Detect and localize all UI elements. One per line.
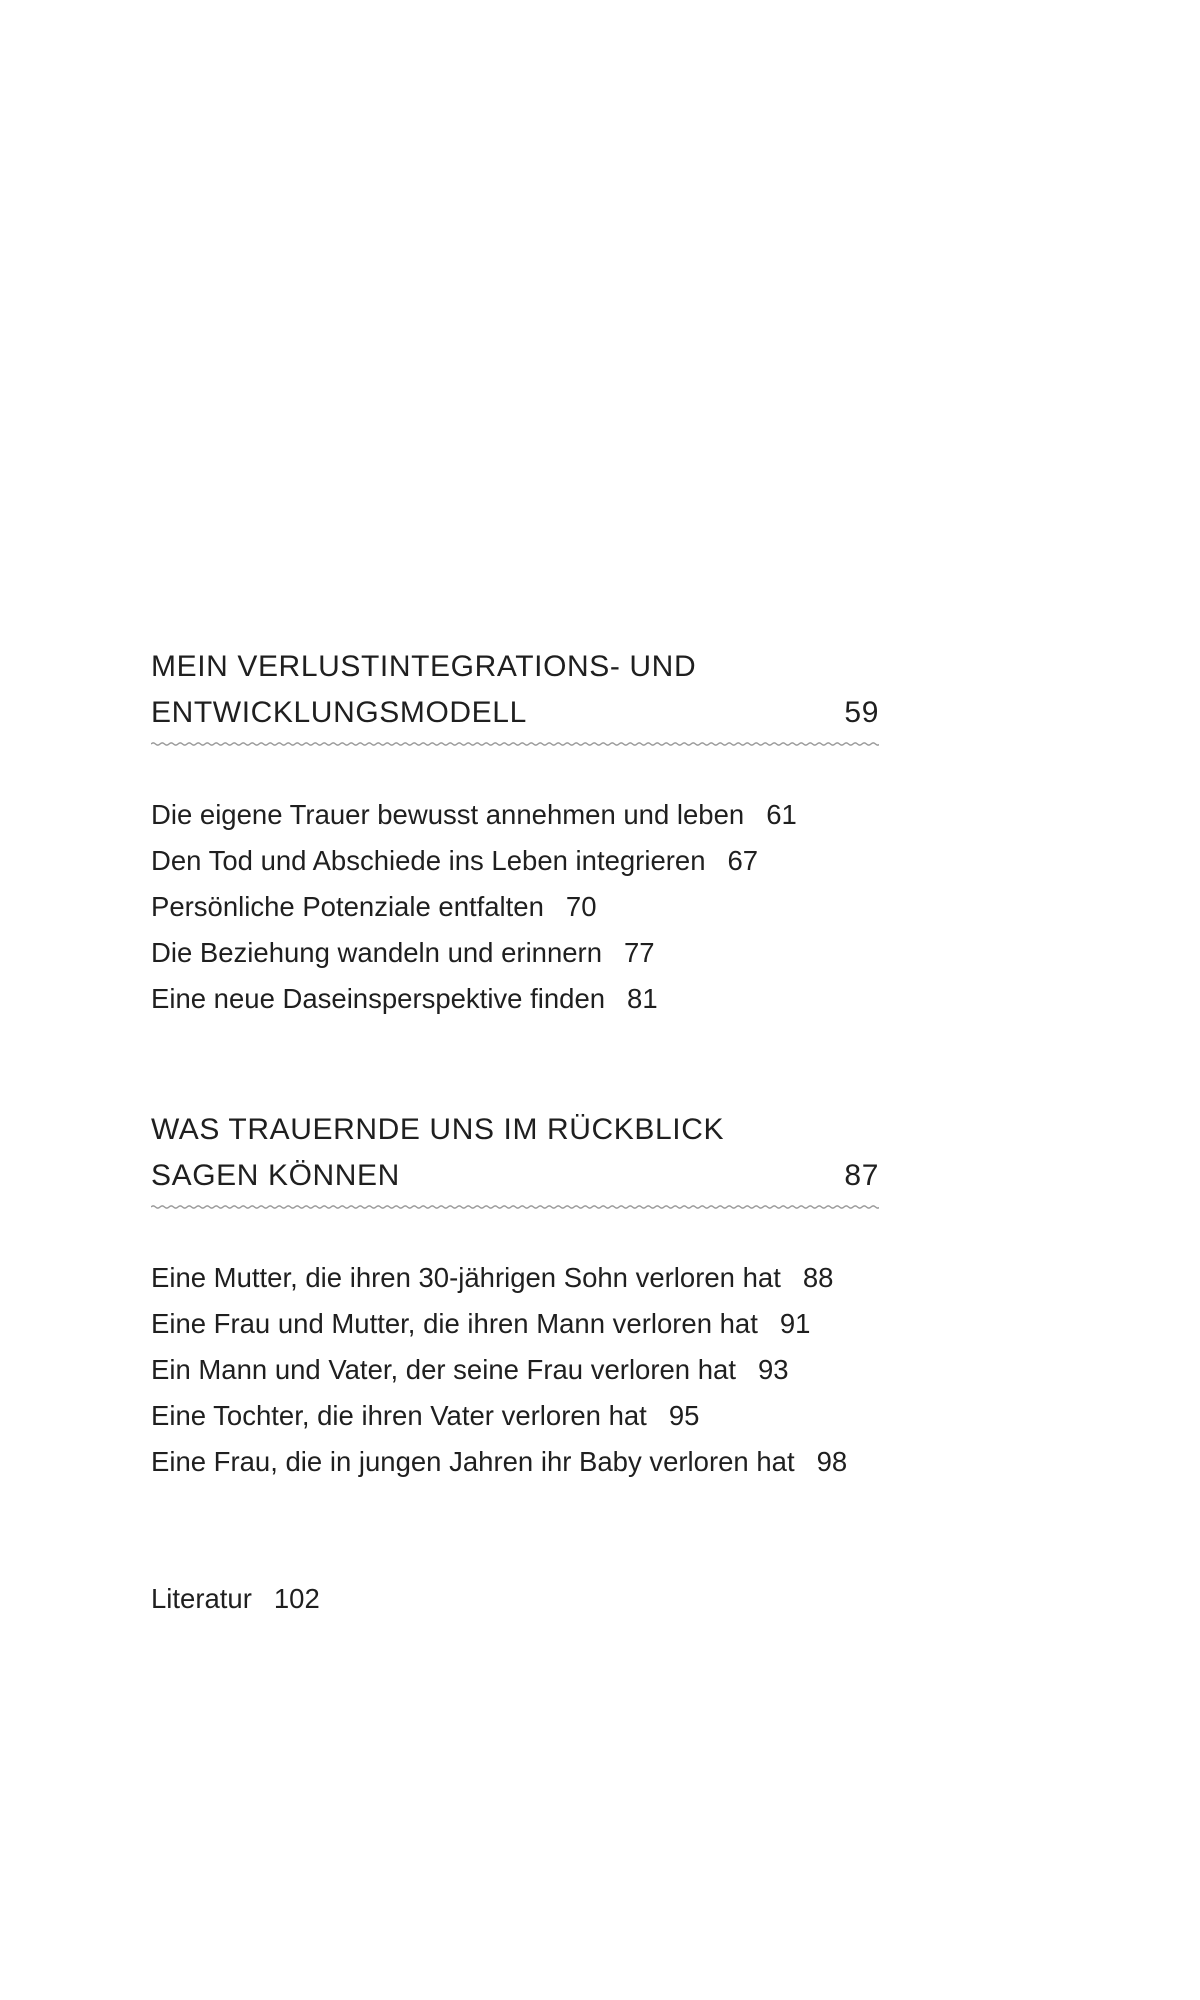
toc-section-2 <box>151 1107 879 1485</box>
toc-entry-literature[interactable] <box>151 1576 320 1622</box>
entry-list <box>151 1255 879 1485</box>
section-heading-line2 <box>151 690 879 736</box>
entry-page-number: 88 <box>802 1262 834 1293</box>
toc-entry[interactable] <box>151 792 879 838</box>
entry-page-number: 95 <box>668 1400 700 1431</box>
section-heading-text: ENTWICKLUNGSMODELL <box>151 696 527 729</box>
toc-entry[interactable] <box>151 838 879 884</box>
wavy-divider <box>151 738 879 750</box>
section-page-number: 59 <box>844 696 879 729</box>
toc-entry[interactable] <box>151 976 879 1022</box>
toc-entry[interactable] <box>151 884 879 930</box>
toc-entry[interactable] <box>151 1301 879 1347</box>
entry-page-number: 102 <box>273 1583 320 1614</box>
entry-title: Den Tod und Abschiede ins Leben integrieren <box>151 845 706 876</box>
toc-section-1 <box>151 644 879 1022</box>
toc-entry[interactable] <box>151 1347 879 1393</box>
section-heading-line1: MEIN VERLUSTINTEGRATIONS- UND <box>151 650 697 683</box>
toc-entry[interactable] <box>151 1255 879 1301</box>
entry-title: Die eigene Trauer bewusst annehmen und leben <box>151 799 745 830</box>
entry-title: Ein Mann und Vater, der seine Frau verloren hat <box>151 1354 736 1385</box>
wavy-line <box>151 743 879 745</box>
entry-title: Persönliche Potenziale entfalten <box>151 891 544 922</box>
entry-page-number: 93 <box>757 1354 789 1385</box>
section-page-number: 87 <box>844 1159 879 1192</box>
entry-title: Eine Frau, die in jungen Jahren ihr Baby verloren hat <box>151 1446 795 1477</box>
toc-entry[interactable] <box>151 1439 879 1485</box>
entry-page-number: 81 <box>627 983 658 1014</box>
wavy-divider <box>151 1201 879 1213</box>
wavy-line <box>151 1206 879 1208</box>
entry-title: Eine Tochter, die ihren Vater verloren hat <box>151 1400 647 1431</box>
toc-entry[interactable] <box>151 930 879 976</box>
entry-page-number: 77 <box>624 937 655 968</box>
entry-list <box>151 792 879 1022</box>
entry-page-number: 67 <box>727 845 759 876</box>
section-heading-text: SAGEN KÖNNEN <box>151 1159 400 1192</box>
entry-title: Eine Frau und Mutter, die ihren Mann verloren hat <box>151 1308 758 1339</box>
entry-title: Eine Mutter, die ihren 30-jährigen Sohn verloren hat <box>151 1262 781 1293</box>
entry-page-number: 91 <box>779 1308 811 1339</box>
entry-page-number: 61 <box>766 799 797 830</box>
entry-title: Eine neue Daseinsperspektive finden <box>151 983 606 1014</box>
toc-entry[interactable] <box>151 1393 879 1439</box>
section-heading-line2 <box>151 1153 879 1199</box>
entry-title: Literatur <box>151 1583 252 1614</box>
section-heading-line1: WAS TRAUERNDE UNS IM RÜCKBLICK <box>151 1113 725 1146</box>
entry-page-number: 98 <box>816 1446 848 1477</box>
entry-page-number: 70 <box>565 891 597 922</box>
entry-title: Die Beziehung wandeln und erinnern <box>151 937 603 968</box>
